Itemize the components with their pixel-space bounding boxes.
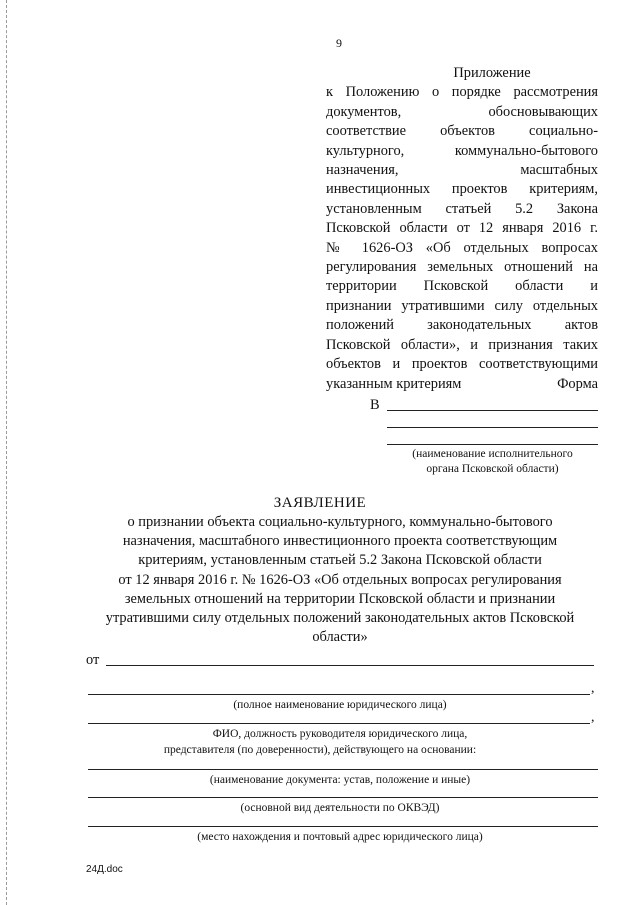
statement-title: ЗАЯВЛЕНИЕ bbox=[273, 495, 367, 511]
applicant-field-line[interactable] bbox=[106, 665, 594, 666]
statement-line: земельных отношений на территории Псковской области и признании bbox=[124, 590, 556, 607]
statement-line: утратившими силу отдельных положений законодательных актов Псковской bbox=[105, 610, 575, 627]
addressee-caption-line: органа Псковской области) bbox=[426, 463, 559, 475]
file-name-footer: 24Д.doc bbox=[86, 864, 123, 875]
addressee-prefix: В bbox=[370, 397, 380, 413]
appendix-line: к Положению о порядке рассмотрения bbox=[326, 84, 598, 101]
page-number: 9 bbox=[336, 36, 342, 50]
appendix-line: территории Псковской области и bbox=[326, 278, 598, 295]
addressee-caption-line: (наименование исполнительного bbox=[412, 448, 573, 460]
addressee-caption bbox=[387, 447, 598, 477]
appendix-block bbox=[326, 64, 598, 394]
comma: , bbox=[591, 710, 595, 725]
appendix-line: инвестиционных проектов критериям, bbox=[326, 181, 598, 198]
legal-name-caption: (полное наименование юридического лица) bbox=[233, 699, 447, 711]
form-label: Форма bbox=[557, 376, 598, 392]
legal-name-field-line[interactable] bbox=[88, 694, 590, 695]
statement-line: критериям, установленным статьей 5.2 Закона Псковской области bbox=[138, 552, 542, 569]
appendix-line: № 1626-ОЗ «Об отдельных вопросах bbox=[326, 239, 598, 256]
head-caption-line: представителя (по доверенности), действующего на основании: bbox=[163, 744, 477, 756]
document-caption: (наименование документа: устав, положение и иные) bbox=[209, 774, 471, 786]
address-caption: (место нахождения и почтовый адрес юридического лица) bbox=[197, 831, 483, 843]
comma: , bbox=[591, 681, 595, 696]
appendix-line: объектов и проектов соответствующими bbox=[326, 356, 598, 373]
addressee-field-line[interactable] bbox=[387, 410, 598, 411]
document-field-line[interactable] bbox=[88, 769, 598, 770]
appendix-line: культурного, коммунально-бытового bbox=[326, 142, 598, 159]
head-field-line[interactable] bbox=[88, 723, 590, 724]
addressee-field-line[interactable] bbox=[387, 444, 598, 445]
appendix-line: соответствие объектов социально- bbox=[326, 123, 598, 140]
statement-line: области» bbox=[312, 629, 368, 646]
appendix-line: документов, обосновывающих bbox=[326, 103, 598, 120]
statement-subject bbox=[80, 513, 600, 647]
appendix-line: положений законодательных актов bbox=[326, 317, 598, 334]
address-field-line[interactable] bbox=[88, 826, 598, 827]
appendix-line: указанным критериям bbox=[326, 375, 462, 392]
from-label: от bbox=[86, 652, 100, 668]
addressee-field-line[interactable] bbox=[387, 427, 598, 428]
appendix-line: Псковской области», и признания таких bbox=[326, 336, 598, 353]
statement-line: назначения, масштабного инвестиционного проекта соответствующим bbox=[122, 533, 558, 550]
head-caption-line: ФИО, должность руководителя юридического лица, bbox=[212, 728, 468, 740]
statement-line: от 12 января 2016 г. № 1626-ОЗ «Об отдельных вопросах регулирования bbox=[118, 571, 562, 588]
appendix-line: назначения, масштабных bbox=[326, 162, 598, 179]
appendix-line: Псковской области от 12 января 2016 г. bbox=[326, 220, 598, 237]
appendix-line: признании утратившими силу отдельных bbox=[326, 297, 598, 314]
appendix-line: регулирования земельных отношений на bbox=[326, 259, 598, 276]
page-left-edge bbox=[6, 0, 7, 905]
appendix-line: установленным статьей 5.2 Закона bbox=[326, 200, 598, 217]
appendix-title: Приложение bbox=[453, 65, 531, 81]
okved-caption: (основной вид деятельности по ОКВЭД) bbox=[240, 802, 440, 814]
okved-field-line[interactable] bbox=[88, 797, 598, 798]
statement-line: о признании объекта социально-культурного, коммунально-бытового bbox=[127, 514, 553, 530]
